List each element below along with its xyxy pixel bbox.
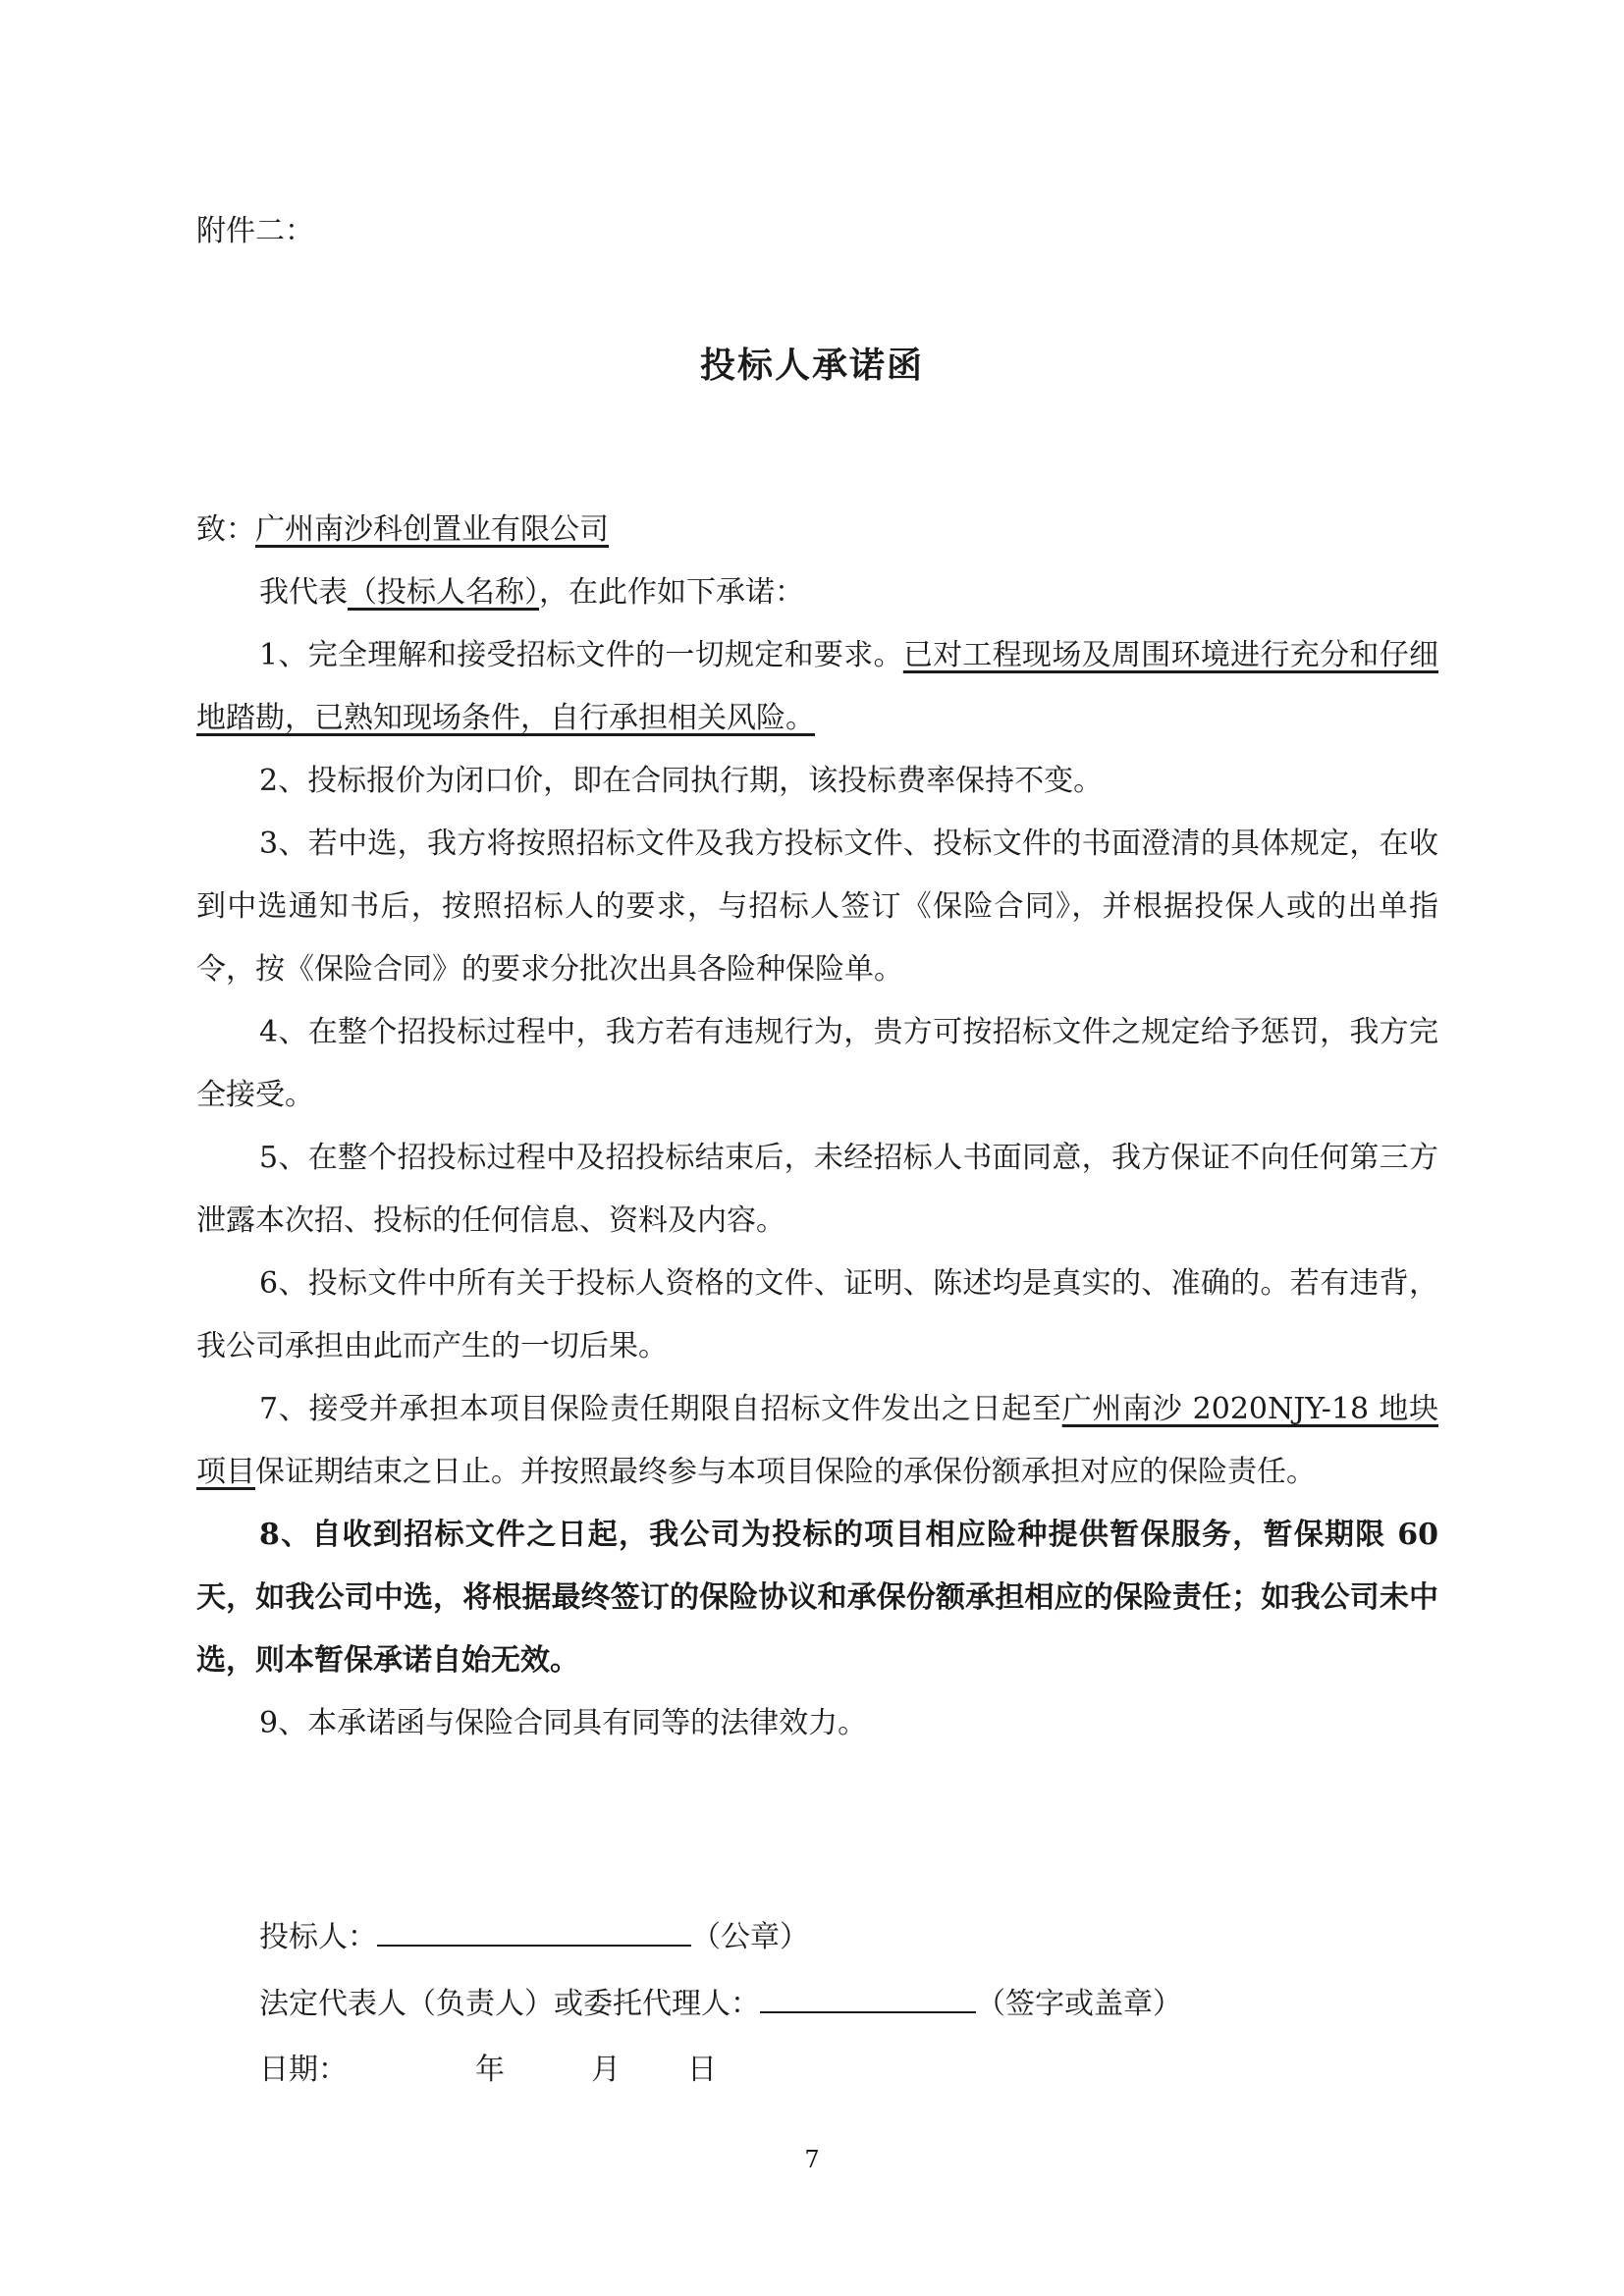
commitment-item-6: 6、投标文件中所有关于投标人资格的文件、证明、陈述均是真实的、准确的。若有违背，我公司承担由此而产生的一切后果。 (196, 1266, 1438, 1363)
bidder-name-placeholder: （投标人名称） (348, 575, 539, 610)
bidder-label: 投标人： (259, 1920, 377, 1954)
item-1-text: 1、完全理解和接受招标文件的一切规定和要求。 (259, 638, 903, 672)
representative-label: 法定代表人（负责人）或委托代理人： (259, 1987, 760, 2021)
bidder-seal-note: （公章） (691, 1920, 809, 1954)
date-line (259, 2039, 717, 2102)
commitment-item-7 (196, 1378, 1438, 1504)
bidder-signature-line (259, 1906, 809, 1969)
representative-blank (760, 1978, 976, 2013)
date-year: 年 (475, 2053, 505, 2087)
addressee-prefix: 致： (196, 512, 255, 547)
item-7-project: 广州南沙 2020NJY-18 地块项目 (196, 1392, 1439, 1489)
commitment-item-4: 4、在整个招投标过程中，我方若有违规行为，贵方可按招标文件之规定给予惩罚，我方完全接受。 (196, 1015, 1438, 1112)
date-label: 日期： (259, 2053, 348, 2087)
commitment-item-8: 8、自收到招标文件之日起，我公司为投标的项目相应险种提供暂保服务，暂保期限 60 天，如我公司中选，将根据最终签订的保险协议和承保份额承担相应的保险责任；如我公司未中选，则本暂保承诺自始无效。 (196, 1518, 1438, 1678)
addressee-line (196, 499, 1438, 561)
date-day: 日 (687, 2053, 717, 2087)
attachment-label: 附件二： (196, 214, 314, 248)
commitment-item-1 (196, 624, 1438, 750)
representative-signature-line (259, 1973, 1182, 2036)
intro-line (196, 561, 1438, 624)
date-month: 月 (591, 2053, 621, 2087)
item-1-underlined: 已对工程现场及周围环境进行充分和仔细地踏勘，已熟知现场条件，自行承担相关风险。 (196, 638, 1439, 735)
page-title: 投标人承诺函 (699, 345, 924, 386)
item-7-text-b: 保证期结束之日止。并按照最终参与本项目保险的承保份额承担对应的保险责任。 (255, 1455, 1316, 1489)
representative-sign-note: （签字或盖章） (976, 1987, 1182, 2021)
commitment-item-2: 2、投标报价为闭口价，即在合同执行期，该投标费率保持不变。 (259, 764, 1104, 798)
intro-suffix: ，在此作如下承诺： (539, 575, 804, 610)
intro-prefix: 我代表 (259, 575, 348, 610)
commitment-item-5: 5、在整个招投标过程中及招投标结束后，未经招标人书面同意，我方保证不向任何第三方泄露本次招、投标的任何信息、资料及内容。 (196, 1141, 1438, 1238)
bidder-blank (377, 1911, 691, 1947)
item-7-text-a: 7、接受并承担本项目保险责任期限自招标文件发出之日起至 (259, 1392, 1062, 1426)
addressee-company: 广州南沙科创置业有限公司 (255, 512, 609, 547)
page-number: 7 (804, 2146, 820, 2173)
commitment-item-3: 3、若中选，我方将按照招标文件及我方投标文件、投标文件的书面澄清的具体规定，在收到中选通知书后，按照招标人的要求，与招标人签订《保险合同》，并根据投保人或的出单指令，按《保险合同》的要求分批次出具各险种保险单。 (196, 827, 1438, 987)
commitment-item-9: 9、本承诺函与保险合同具有同等的法律效力。 (259, 1706, 868, 1740)
letter-body (196, 499, 1438, 1755)
